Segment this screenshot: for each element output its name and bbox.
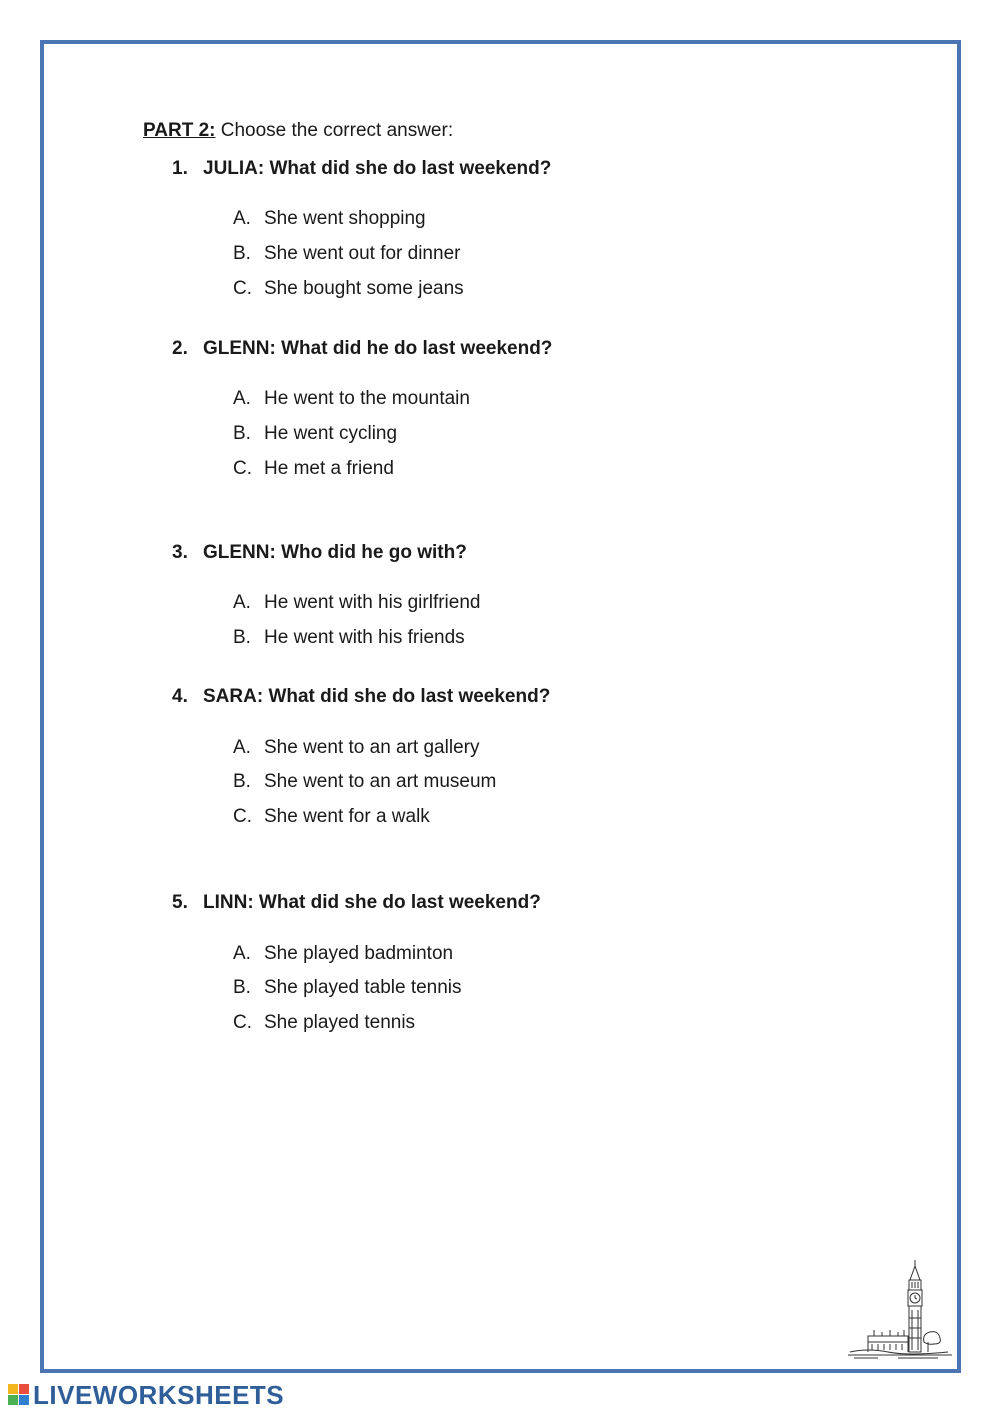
liveworksheets-logo: [8, 1381, 284, 1409]
question-text: LINN: What did she do last weekend?: [203, 892, 541, 913]
option-text: She went to an art museum: [264, 771, 497, 792]
option-text: He went to the mountain: [264, 388, 470, 409]
logo-text: LIVEWORKSHEETS: [33, 1380, 285, 1410]
question-number: 3.: [172, 542, 188, 563]
option-text: She played badminton: [264, 943, 454, 964]
part-label: PART 2:: [143, 120, 216, 141]
option-letter: A.: [233, 737, 251, 758]
option-4c[interactable]: [233, 805, 430, 829]
option-5c[interactable]: [233, 1011, 415, 1035]
option-text: She played tennis: [264, 1012, 416, 1033]
option-5b[interactable]: [233, 976, 462, 1000]
option-letter: C.: [233, 1012, 252, 1033]
question-number: 4.: [172, 686, 188, 707]
question-1: [172, 157, 551, 181]
option-text: He went with his girlfriend: [264, 592, 481, 613]
big-ben-icon: [848, 1258, 952, 1362]
option-text: She went out for dinner: [264, 243, 461, 264]
option-letter: A.: [233, 208, 251, 229]
question-number: 2.: [172, 338, 188, 359]
option-letter: B.: [233, 627, 251, 648]
question-text: GLENN: Who did he go with?: [203, 542, 467, 563]
part-instruction: Choose the correct answer:: [215, 120, 454, 141]
option-letter: C.: [233, 806, 252, 827]
question-number: 5.: [172, 892, 188, 913]
option-1c[interactable]: [233, 277, 464, 301]
question-text: SARA: What did she do last weekend?: [203, 686, 551, 707]
option-text: She went for a walk: [264, 806, 430, 827]
option-2a[interactable]: [233, 387, 470, 411]
option-4a[interactable]: [233, 736, 479, 760]
option-letter: C.: [233, 278, 252, 299]
option-letter: A.: [233, 943, 251, 964]
option-letter: B.: [233, 977, 251, 998]
option-text: He went cycling: [264, 423, 398, 444]
question-text: GLENN: What did he do last weekend?: [203, 338, 553, 359]
question-3: [172, 541, 467, 565]
question-4: [172, 685, 550, 709]
option-1b[interactable]: [233, 242, 460, 266]
option-text: She played table tennis: [264, 977, 462, 998]
option-letter: B.: [233, 423, 251, 444]
option-text: She went to an art gallery: [264, 737, 480, 758]
option-3a[interactable]: [233, 591, 480, 615]
question-text: JULIA: What did she do last weekend?: [203, 158, 552, 179]
option-text: He went with his friends: [264, 627, 465, 648]
option-5a[interactable]: [233, 942, 453, 966]
option-3b[interactable]: [233, 626, 465, 650]
question-5: [172, 891, 541, 915]
option-2c[interactable]: [233, 457, 394, 481]
option-letter: A.: [233, 592, 251, 613]
option-1a[interactable]: [233, 207, 426, 231]
option-text: She went shopping: [264, 208, 426, 229]
option-letter: B.: [233, 771, 251, 792]
option-letter: B.: [233, 243, 251, 264]
option-4b[interactable]: [233, 770, 496, 794]
part-heading: [143, 119, 453, 143]
option-letter: A.: [233, 388, 251, 409]
question-number: 1.: [172, 158, 188, 179]
logo-blocks-icon: [8, 1384, 30, 1406]
option-letter: C.: [233, 458, 252, 479]
option-2b[interactable]: [233, 422, 397, 446]
option-text: She bought some jeans: [264, 278, 464, 299]
option-text: He met a friend: [264, 458, 394, 479]
question-2: [172, 337, 552, 361]
